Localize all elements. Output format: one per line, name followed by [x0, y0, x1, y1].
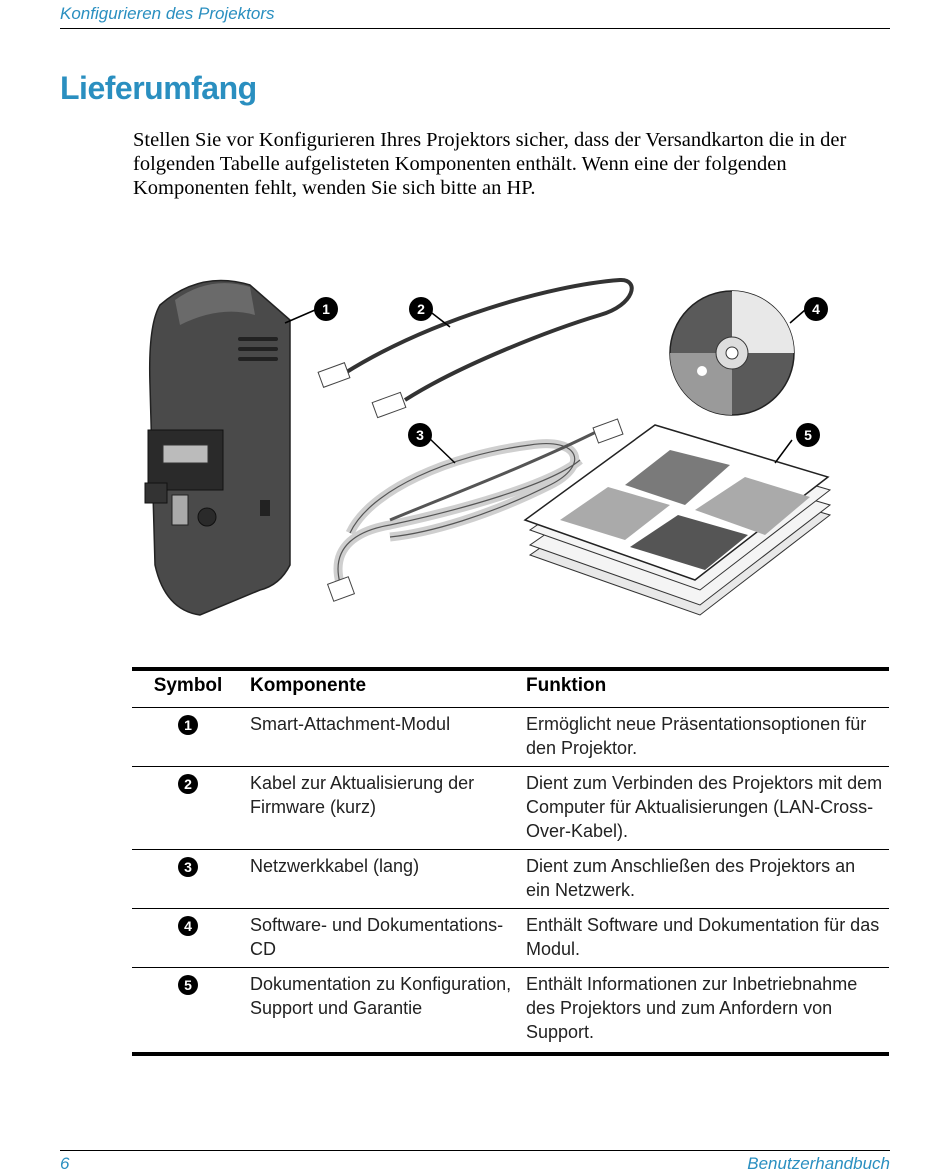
function-cell: Ermöglicht neue Präsentationsoptionen für den Projektor. [520, 708, 889, 767]
callout-1 [314, 297, 338, 321]
table-row [132, 909, 889, 968]
symbol-cell [132, 909, 244, 968]
component-cell: Software- und Dokumentations-CD [244, 909, 520, 968]
symbol-cell [132, 850, 244, 909]
svg-text:2: 2 [417, 301, 425, 317]
symbol-badge: 2 [178, 774, 198, 794]
footer-rule [60, 1150, 890, 1151]
table-header-row [132, 669, 889, 708]
component-cell: Netzwerkkabel (lang) [244, 850, 520, 909]
component-cell: Dokumentation zu Konfiguration, Support und Garantie [250, 974, 512, 1018]
svg-text:3: 3 [416, 427, 424, 443]
page-number: 6 [60, 1154, 70, 1173]
component-cell: Kabel zur Aktualisierung der Firmware (kurz) [244, 767, 520, 850]
symbol-badge: 5 [178, 975, 198, 995]
callout-2 [409, 297, 433, 321]
component-cell: Smart-Attachment-Modul [244, 708, 520, 767]
symbol-badge: 4 [178, 916, 198, 936]
column-header-function: Funktion [520, 669, 889, 708]
page-title: Lieferumfang [60, 70, 257, 106]
symbol-cell [132, 767, 244, 850]
column-header-component: Komponente [244, 669, 520, 708]
intro-paragraph: Stellen Sie vor Konfigurieren Ihres Projektors sicher, dass der Versandkarton die in der folgenden Tabelle aufgelisteten Komponenten enthält. Wenn eine der folgenden Komponenten fehlt, wenden Sie sich bitte an HP. [133, 129, 847, 199]
table-row [132, 708, 889, 767]
document-name: Benutzerhandbuch [747, 1154, 890, 1173]
symbol-cell [132, 708, 244, 767]
function-cell: Dient zum Anschließen des Projektors an ein Netzwerk. [520, 850, 889, 909]
table-row [132, 767, 889, 850]
components-table [132, 667, 889, 1056]
components-illustration [130, 265, 850, 630]
symbol-cell [132, 968, 244, 1055]
header-rule [60, 28, 890, 29]
function-cell: Enthält Informationen zur Inbetriebnahme des Projektors und zum Anfordern von Support. [526, 974, 858, 1042]
function-cell: Enthält Software und Dokumentation für das Modul. [520, 909, 889, 968]
symbol-badge: 3 [178, 857, 198, 877]
svg-text:5: 5 [804, 427, 812, 443]
callout-4 [804, 297, 828, 321]
table-row [132, 968, 889, 1055]
smart-attachment-module-illustration [145, 281, 290, 616]
function-cell: Dient zum Verbinden des Projektors mit dem Computer für Aktualisierungen (LAN-Cross-Over-Kabel). [520, 767, 889, 850]
firmware-cable-short-illustration [318, 280, 632, 418]
column-header-symbol: Symbol [132, 669, 244, 708]
table-row [132, 850, 889, 909]
svg-text:1: 1 [322, 301, 330, 317]
cd-illustration [670, 291, 794, 415]
callout-5 [796, 423, 820, 447]
callout-3 [408, 423, 432, 447]
symbol-badge: 1 [178, 715, 198, 735]
svg-text:4: 4 [812, 301, 820, 317]
running-header: Konfigurieren des Projektors [60, 4, 275, 23]
